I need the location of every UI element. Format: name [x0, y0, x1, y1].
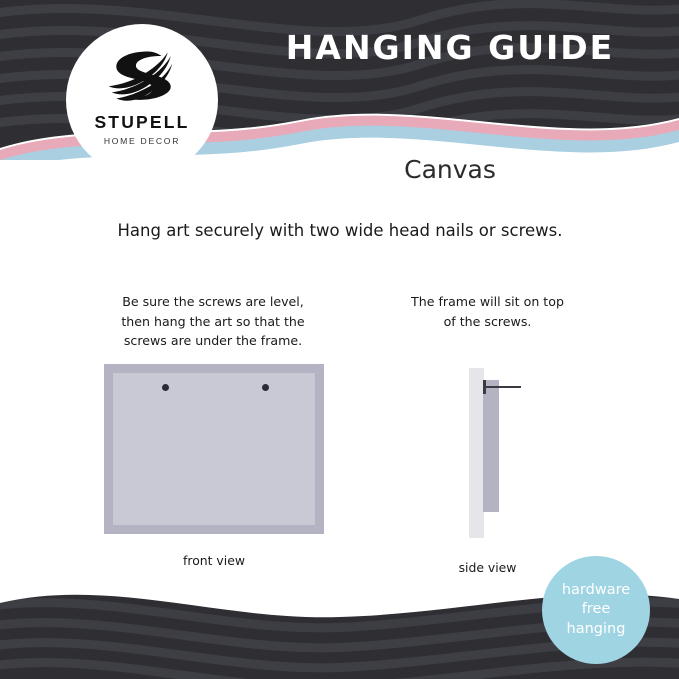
side-caption-line-1: The frame will sit on top [411, 294, 564, 309]
front-caption-line-3: screws are under the frame. [123, 333, 303, 349]
front-view-label: front view [183, 553, 245, 568]
hardware-free-badge [542, 556, 650, 664]
page-title: HANGING GUIDE [285, 28, 615, 67]
side-view-label: side view [458, 560, 517, 575]
front-view-diagram [104, 364, 324, 534]
main-instruction-text: Hang art securely with two wide head nails or screws. [117, 221, 563, 240]
logo-brand-name: STUPELL [94, 112, 190, 132]
front-caption-line-2: then hang the art so that the [121, 313, 305, 329]
side-view-diagram [455, 368, 535, 538]
screw-shaft-icon [483, 386, 521, 388]
wall-profile [469, 368, 484, 538]
front-caption-line-1: Be sure the screws are level, [122, 294, 304, 309]
side-caption-line-2: of the screws. [443, 313, 532, 329]
screw-dot-left-icon [162, 384, 169, 391]
front-view-caption [88, 292, 338, 351]
badge-line-1: hardware [561, 582, 631, 599]
badge-line-3: hanging [566, 620, 626, 637]
canvas-frame-inner [113, 373, 315, 525]
side-view-caption [375, 292, 600, 331]
product-type-heading: Canvas [404, 155, 496, 184]
badge-line-2: free [581, 601, 611, 618]
canvas-side-profile [483, 380, 499, 512]
screw-dot-right-icon [262, 384, 269, 391]
screw-head-icon [483, 380, 486, 394]
logo-brand-subtitle: HOME DECOR [103, 136, 181, 146]
swoosh-s-icon [104, 50, 180, 106]
brand-logo [66, 24, 218, 176]
